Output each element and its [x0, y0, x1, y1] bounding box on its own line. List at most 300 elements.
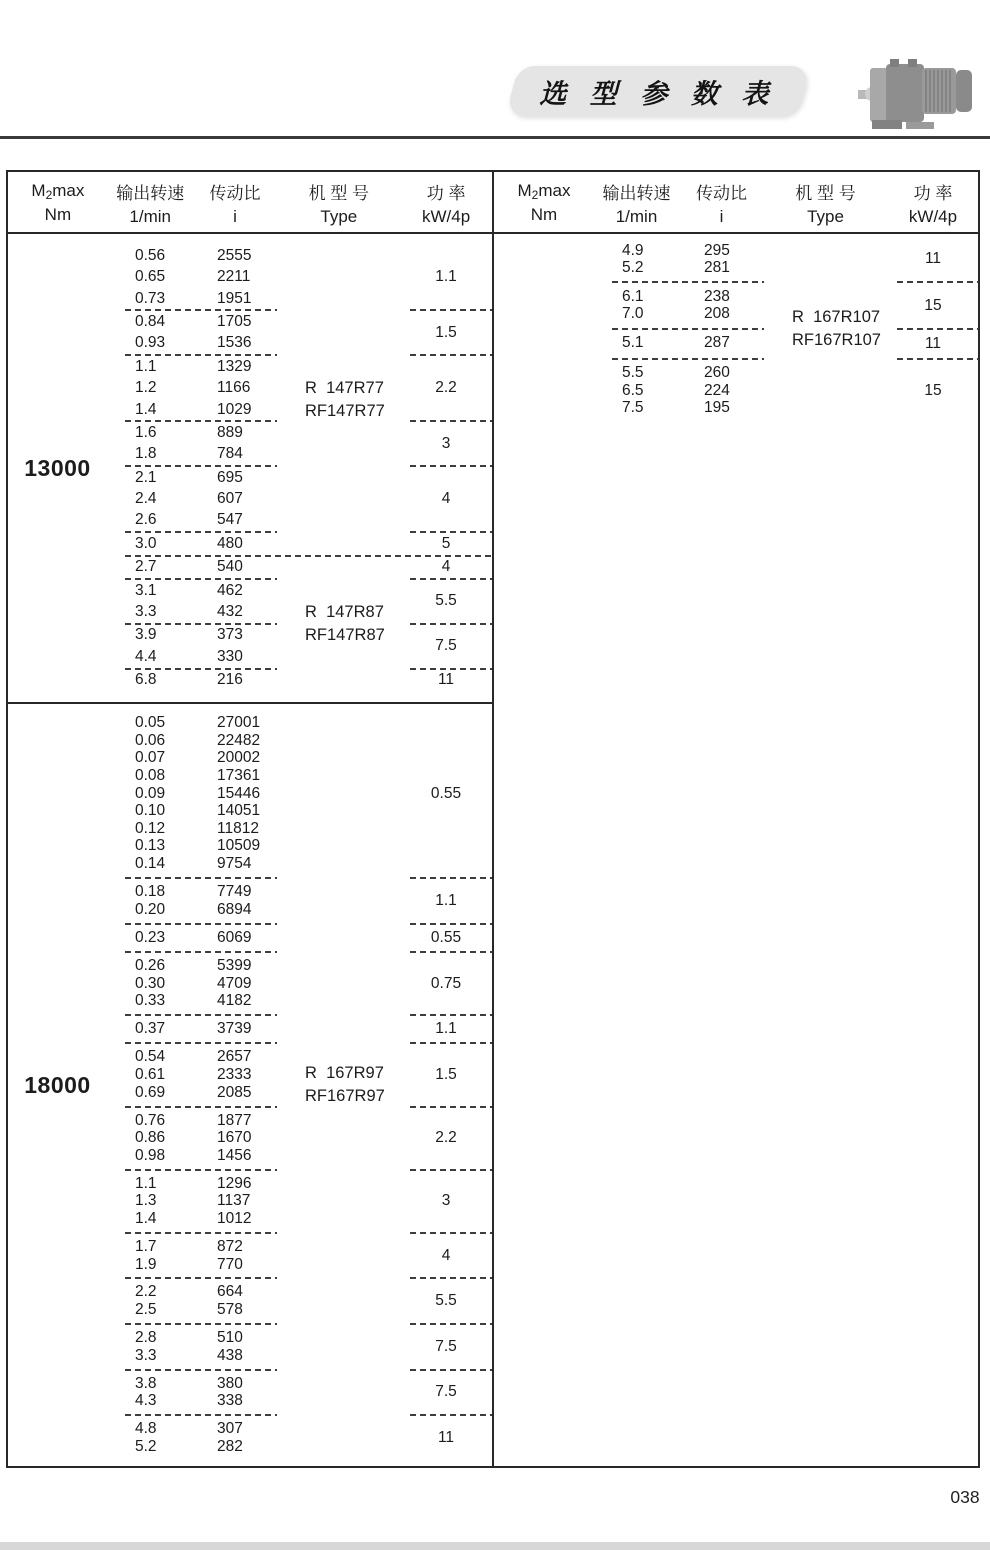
speed-ratio-rows	[107, 1020, 277, 1038]
type-model-label	[277, 377, 400, 423]
ratio-value: 208	[704, 305, 730, 323]
ratio-value: 6894	[217, 900, 252, 918]
ratio-value: 695	[217, 468, 243, 486]
speed-value: 2.2	[135, 1283, 157, 1301]
power-value: 0.75	[430, 974, 462, 992]
ratio-group	[107, 557, 492, 578]
m2max-label: $M_2\max$	[31, 181, 85, 202]
table-row	[107, 1020, 277, 1038]
table-section	[8, 704, 492, 1466]
table-row	[594, 259, 764, 276]
speed-value: 0.69	[135, 1083, 166, 1101]
power-value: 5	[441, 534, 451, 552]
speed-value: 2.1	[135, 468, 157, 486]
speed-ratio-rows	[107, 883, 277, 918]
type-column-gap	[277, 929, 400, 947]
dashed-line	[897, 358, 979, 360]
type-label: 机 型 号	[795, 184, 856, 203]
type-model-label	[277, 1062, 400, 1108]
type-column-gap	[277, 1375, 400, 1410]
group-separator	[107, 1042, 492, 1044]
speed-value: 1.4	[135, 400, 157, 418]
ratio-group	[594, 365, 979, 417]
ratio-value: 22482	[217, 731, 261, 749]
type-model-label	[764, 306, 887, 352]
power-value: 15	[924, 296, 942, 314]
speed-value: 4.3	[135, 1392, 157, 1410]
table-header-left	[8, 172, 492, 234]
power-value: 1.5	[435, 1066, 457, 1084]
power-value: 1.1	[435, 1020, 457, 1038]
ratio-value: 1670	[217, 1129, 252, 1147]
dashed-line	[612, 328, 764, 330]
ratio-value: 4709	[217, 974, 252, 992]
table-row	[107, 750, 277, 768]
ratio-group	[107, 883, 492, 918]
table-row	[107, 785, 277, 803]
type-column-gap	[277, 1112, 400, 1165]
dashed-line	[410, 1014, 492, 1016]
type-column-gap	[277, 1169, 410, 1171]
ratio-value: 3739	[217, 1020, 252, 1038]
group-separator	[107, 1232, 492, 1234]
dashed-line	[897, 328, 979, 330]
type-column-gap	[277, 557, 400, 578]
speed-ratio-rows	[107, 245, 277, 309]
type-column-gap	[277, 877, 410, 879]
table-row	[594, 242, 764, 259]
ratio-value: 889	[217, 423, 243, 441]
speed-ratio-rows	[107, 467, 277, 531]
speed-value: 0.56	[135, 246, 166, 264]
table-row	[107, 1284, 277, 1302]
ratio-group	[107, 1375, 492, 1410]
table-row	[107, 714, 277, 732]
dashed-line	[612, 358, 764, 360]
ratio-group	[107, 1420, 492, 1455]
speed-value: 0.20	[135, 900, 166, 918]
speed-ratio-rows	[107, 356, 277, 420]
dashed-line	[410, 877, 492, 879]
header-ratio	[193, 172, 278, 232]
table-row	[107, 670, 277, 691]
type-block	[107, 557, 492, 691]
ratio-group	[107, 1020, 492, 1038]
type-model-line: R 167R107	[792, 308, 881, 327]
m2max-unit: Nm	[44, 205, 72, 224]
ratio-value: 380	[217, 1374, 243, 1392]
type-column-gap	[277, 467, 400, 531]
speed-ratio-rows	[107, 311, 277, 354]
ratio-unit: i	[719, 207, 724, 226]
ratio-value: 664	[217, 1283, 243, 1301]
ratio-value: 224	[704, 381, 730, 399]
power-value: 1.1	[435, 268, 457, 286]
m2max-value: 18000	[24, 1071, 91, 1098]
speed-value: 4.8	[135, 1420, 157, 1438]
speed-value: 3.1	[135, 581, 157, 599]
speed-ratio-rows	[107, 1112, 277, 1165]
table-body-left	[8, 234, 492, 1466]
m2max-cell	[8, 234, 107, 702]
ratio-value: 216	[217, 671, 243, 689]
section-content	[107, 704, 492, 1466]
speed-ratio-rows	[107, 1049, 277, 1102]
ratio-value: 238	[704, 287, 730, 305]
ratio-value: 260	[704, 364, 730, 382]
type-column-gap	[277, 714, 400, 872]
dashed-line	[410, 1414, 492, 1416]
speed-value: 7.5	[622, 398, 644, 416]
table-row	[107, 929, 277, 947]
speed-unit: 1/min	[615, 207, 658, 226]
type-column-gap	[277, 311, 400, 354]
type-column-gap	[277, 883, 400, 918]
table-body-right	[494, 234, 979, 1466]
type-block	[107, 714, 492, 1455]
ratio-group	[107, 957, 492, 1010]
type-column-gap	[764, 365, 887, 417]
ratio-value: 282	[217, 1437, 243, 1455]
dashed-line	[125, 1232, 277, 1234]
table-row	[107, 1084, 277, 1102]
power-label: 功 率	[426, 184, 466, 203]
ratio-value: 330	[217, 647, 243, 665]
speed-value: 2.8	[135, 1329, 157, 1347]
table-row	[107, 1238, 277, 1256]
type-column-gap	[764, 242, 887, 276]
type-column-gap	[277, 1414, 410, 1416]
header-power	[887, 172, 979, 232]
power-value: 4	[441, 558, 451, 576]
type-column-gap	[277, 1020, 400, 1038]
power-value: 4	[441, 1246, 451, 1264]
speed-ratio-rows	[107, 625, 277, 668]
table-row	[107, 1147, 277, 1165]
ratio-value: 2211	[217, 268, 251, 286]
dashed-line	[410, 1232, 492, 1234]
dashed-line	[410, 1106, 492, 1108]
table-row	[107, 533, 277, 554]
ratio-group	[107, 1284, 492, 1319]
ratio-value: 2333	[217, 1066, 252, 1084]
ratio-value: 1877	[217, 1111, 252, 1129]
group-separator	[594, 281, 979, 283]
header-type	[277, 172, 400, 232]
type-column-gap	[277, 1420, 400, 1455]
dashed-line	[125, 1277, 277, 1279]
speed-ratio-rows	[107, 1175, 277, 1228]
group-separator	[107, 1014, 492, 1016]
table-right-half	[492, 172, 979, 1466]
table-row	[107, 580, 277, 601]
dashed-line	[410, 1323, 492, 1325]
table-row	[107, 1210, 277, 1228]
ratio-value: 770	[217, 1255, 243, 1273]
power-value: 1.1	[435, 891, 457, 909]
group-separator	[107, 1369, 492, 1371]
ratio-value: 438	[217, 1346, 243, 1364]
speed-value: 7.0	[622, 305, 644, 323]
dashed-line	[410, 1369, 492, 1371]
dashed-line	[125, 1369, 277, 1371]
table-row	[107, 957, 277, 975]
speed-value: 0.93	[135, 334, 166, 352]
power-value: 1.5	[435, 323, 457, 341]
table-row	[594, 382, 764, 399]
speed-value: 0.08	[135, 767, 166, 785]
speed-value: 2.5	[135, 1301, 157, 1319]
speed-value: 4.4	[135, 647, 157, 665]
ratio-value: 578	[217, 1301, 243, 1319]
speed-value: 2.7	[135, 558, 157, 576]
table-row	[107, 1375, 277, 1393]
ratio-value: 15446	[217, 784, 261, 802]
power-unit: kW/4p	[908, 207, 958, 226]
type-unit: Type	[320, 207, 358, 226]
group-separator	[107, 1414, 492, 1416]
speed-value: 0.09	[135, 784, 166, 802]
table-header-right	[494, 172, 979, 234]
group-separator	[594, 358, 979, 360]
power-value: 2.2	[435, 379, 457, 397]
ratio-group	[107, 311, 492, 354]
speed-value: 3.8	[135, 1374, 157, 1392]
dashed-line	[125, 1014, 277, 1016]
dashed-line	[410, 1277, 492, 1279]
ratio-value: 6069	[217, 928, 252, 946]
type-column-gap	[277, 1238, 400, 1273]
ratio-label: 传动比	[209, 184, 261, 203]
table-section	[8, 234, 492, 704]
type-model-line: R 167R97	[305, 1064, 384, 1082]
type-model-line: RF167R97	[305, 1087, 385, 1105]
ratio-value: 14051	[217, 802, 261, 820]
selection-parameter-table	[6, 170, 980, 1468]
speed-value: 2.4	[135, 490, 157, 508]
table-row	[107, 992, 277, 1010]
speed-ratio-rows	[107, 1329, 277, 1364]
ratio-label: 传动比	[696, 184, 747, 203]
m2max-unit: Nm	[530, 205, 558, 224]
ratio-value: 540	[217, 558, 243, 576]
ratio-group	[107, 533, 492, 554]
header-type	[764, 172, 887, 232]
dashed-line	[125, 1323, 277, 1325]
speed-ratio-rows	[594, 288, 764, 322]
dashed-line	[897, 281, 979, 283]
power-value: 11	[924, 334, 942, 352]
speed-value: 0.30	[135, 974, 166, 992]
group-separator	[107, 1277, 492, 1279]
group-separator	[107, 1323, 492, 1325]
table-row	[594, 335, 764, 352]
ratio-group	[107, 1112, 492, 1165]
speed-value: 1.4	[135, 1209, 157, 1227]
table-row	[107, 1438, 277, 1456]
speed-value: 0.13	[135, 837, 166, 855]
table-row	[107, 356, 277, 377]
table-row	[107, 1112, 277, 1130]
table-row	[107, 266, 277, 287]
type-column-gap	[764, 358, 897, 360]
ratio-value: 1166	[217, 379, 251, 397]
ratio-value: 5399	[217, 956, 252, 974]
speed-unit: 1/min	[129, 207, 171, 226]
ratio-value: 480	[217, 534, 243, 552]
type-column-gap	[277, 533, 400, 554]
header-power	[400, 172, 492, 232]
ratio-value: 432	[217, 603, 243, 621]
power-value: 15	[924, 381, 942, 399]
speed-value: 0.06	[135, 731, 166, 749]
ratio-group	[107, 1329, 492, 1364]
speed-value: 0.14	[135, 855, 166, 872]
speed-value: 6.8	[135, 671, 157, 689]
header-m2max	[8, 172, 108, 232]
dashed-line	[410, 923, 492, 925]
type-column-gap	[277, 1369, 410, 1371]
speed-ratio-rows	[107, 422, 277, 465]
table-row	[107, 488, 277, 509]
speed-value: 6.1	[622, 287, 644, 305]
table-row	[107, 820, 277, 838]
speed-value: 3.9	[135, 626, 157, 644]
type-column-gap	[277, 1277, 410, 1279]
speed-value: 0.33	[135, 992, 166, 1010]
dashed-line	[125, 877, 277, 879]
speed-value: 1.3	[135, 1192, 157, 1210]
type-label: 机 型 号	[308, 184, 370, 203]
type-column-gap	[764, 281, 897, 283]
speed-ratio-rows	[594, 335, 764, 353]
group-separator	[107, 923, 492, 925]
table-row	[594, 288, 764, 305]
page-number: 038	[950, 1487, 980, 1507]
power-value: 7.5	[435, 637, 457, 655]
section-content	[107, 234, 492, 702]
dashed-line	[410, 951, 492, 953]
ratio-value: 9754	[217, 855, 252, 872]
speed-value: 1.1	[135, 1174, 157, 1192]
ratio-value: 1329	[217, 357, 252, 375]
type-unit: Type	[807, 207, 844, 226]
type-block	[107, 245, 492, 554]
m2max-value: 13000	[24, 454, 91, 481]
speed-value: 6.5	[622, 381, 644, 399]
table-row	[107, 883, 277, 901]
table-row	[594, 306, 764, 323]
table-row	[107, 1175, 277, 1193]
speed-value: 3.3	[135, 603, 157, 621]
group-separator	[107, 877, 492, 879]
table-row	[107, 625, 277, 646]
table-row	[107, 1329, 277, 1347]
title-banner	[505, 66, 810, 116]
ratio-group	[107, 245, 492, 309]
power-unit: kW/4p	[422, 207, 471, 226]
table-row	[107, 975, 277, 993]
ratio-value: 17361	[217, 767, 261, 785]
ratio-group	[107, 929, 492, 947]
ratio-value: 295	[704, 241, 730, 259]
table-row	[107, 333, 277, 354]
power-value: 4	[441, 490, 451, 508]
table-row	[107, 901, 277, 919]
speed-value: 0.12	[135, 819, 166, 837]
speed-label: 输出转速	[116, 184, 185, 203]
ratio-value: 373	[217, 626, 243, 644]
type-column-gap	[277, 923, 410, 925]
type-column-gap	[277, 1329, 400, 1364]
speed-value: 3.3	[135, 1346, 157, 1364]
speed-value: 5.2	[135, 1437, 157, 1455]
speed-value: 0.05	[135, 714, 166, 732]
speed-ratio-rows	[107, 1375, 277, 1410]
ratio-value: 281	[704, 258, 730, 276]
type-column-gap	[277, 1284, 400, 1319]
speed-value: 1.2	[135, 379, 157, 397]
header-ratio	[679, 172, 764, 232]
group-separator	[107, 1169, 492, 1171]
table-row	[107, 288, 277, 309]
dashed-line	[410, 1042, 492, 1044]
header-m2max	[494, 172, 594, 232]
ratio-value: 338	[217, 1392, 243, 1410]
header-speed	[594, 172, 679, 232]
table-row	[107, 377, 277, 398]
group-separator	[107, 951, 492, 953]
table-row	[594, 365, 764, 382]
ratio-value: 1296	[217, 1174, 252, 1192]
speed-value: 0.98	[135, 1146, 166, 1164]
speed-ratio-rows	[594, 365, 764, 417]
ratio-value: 607	[217, 490, 243, 508]
ratio-value: 2555	[217, 246, 252, 264]
speed-value: 0.54	[135, 1048, 166, 1066]
table-row	[594, 399, 764, 416]
table-row	[107, 1256, 277, 1274]
ratio-value: 20002	[217, 749, 261, 767]
ratio-group	[107, 670, 492, 691]
table-row	[107, 510, 277, 531]
ratio-group	[107, 1238, 492, 1273]
ratio-value: 4182	[217, 992, 252, 1010]
ratio-value: 287	[704, 334, 730, 352]
ratio-value: 2657	[217, 1048, 252, 1066]
table-row	[107, 399, 277, 420]
ratio-value: 462	[217, 581, 243, 599]
ratio-value: 1456	[217, 1146, 252, 1164]
table-section	[494, 234, 979, 424]
speed-ratio-rows	[594, 242, 764, 276]
dashed-line	[125, 1106, 277, 1108]
dashed-line	[125, 1414, 277, 1416]
speed-value: 0.07	[135, 749, 166, 767]
section-content	[594, 234, 979, 424]
power-value: 3	[441, 1192, 451, 1210]
speed-value: 0.65	[135, 268, 166, 286]
ratio-value: 1012	[217, 1209, 252, 1227]
table-row	[107, 838, 277, 856]
type-column-gap	[277, 245, 400, 309]
speed-value: 2.6	[135, 511, 157, 529]
table-row	[107, 855, 277, 873]
header-speed	[108, 172, 193, 232]
table-row	[107, 1420, 277, 1438]
table-row	[107, 767, 277, 785]
type-column-gap	[277, 670, 400, 691]
